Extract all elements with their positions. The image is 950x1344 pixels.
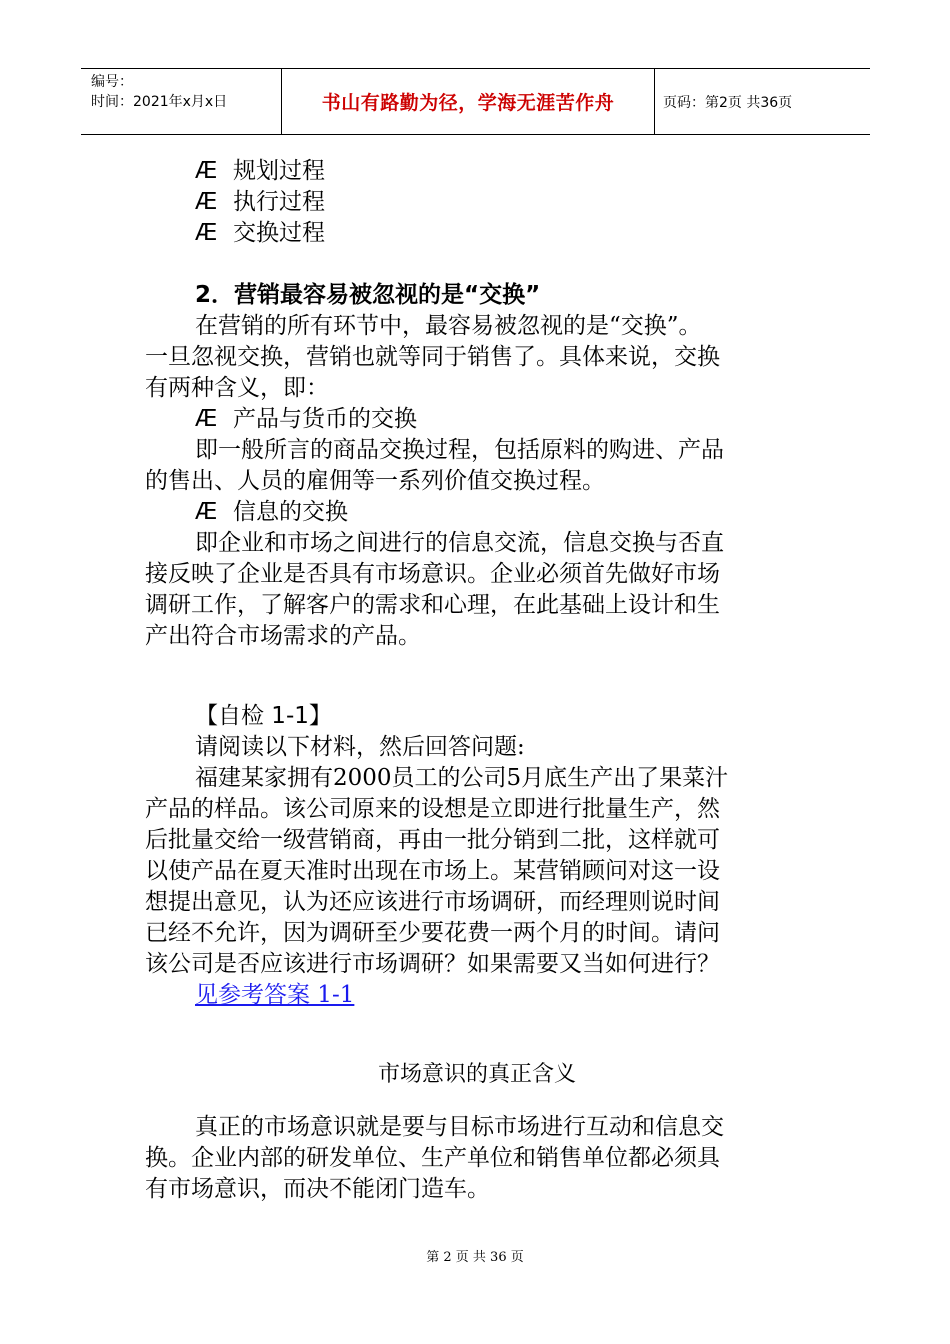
paragraph-line: 即企业和市场之间进行的信息交流，信息交换与否直 [195,530,724,556]
self-check-title: 【自检 1-1】 [195,703,332,729]
bullet-item-information [145,497,809,528]
bullet-text: 交换过程 [233,220,325,246]
answer-link-row [145,980,809,1011]
bullet-text: 规划过程 [233,158,325,184]
header-number-label: 编号： [91,74,133,90]
bullet-item-exchange [145,218,809,249]
bullet-symbol: Æ [195,189,218,215]
header-page-info: 页码：第2页 共36页 [663,94,793,111]
story-line: 后批量交给一级营销商，再由一批分销到二批，这样就可 [145,827,720,853]
bullet-text: 产品与货币的交换 [233,406,417,432]
story-line: 产品的样品。该公司原来的设想是立即进行批量生产，然 [145,796,720,822]
paragraph-line: 调研工作，了解客户的需求和心理，在此基础上设计和生 [145,592,720,618]
paragraph-line: 产出符合市场需求的产品。 [145,623,421,649]
spacer [145,652,809,683]
bullet-item-planning [145,156,809,187]
paragraph-line: 换。企业内部的研发单位、生产单位和销售单位都必须具 [145,1145,720,1171]
bullet-item-execution [145,187,809,218]
paragraph-line: 有两种含义，即： [145,375,329,401]
bullet-symbol: Æ [195,220,218,246]
bullet-symbol: Æ [195,499,218,525]
paragraph-line: 有市场意识，而决不能闭门造车。 [145,1176,490,1202]
header-meta-cell [81,69,282,134]
section-3-title: 市场意识的真正含义 [377,1062,576,1087]
bullet-symbol: Æ [195,158,218,184]
spacer [145,1090,809,1112]
bullet-text: 信息的交换 [233,499,348,525]
bullet-item-product-money [145,404,809,435]
section-2-heading: 2．营销最容易被忽视的是“交换” [195,282,541,308]
answer-link[interactable]: 见参考答案 1-1 [195,982,355,1008]
paragraph-line: 即一般所言的商品交换过程，包括原料的购进、产品 [195,437,724,463]
paragraph-line: 真正的市场意识就是要与目标市场进行互动和信息交 [195,1114,724,1140]
header-motto: 书山有路勤为径，学海无涯苦作舟 [282,69,655,134]
story-line: 已经不允许，因为调研至少要花费一两个月的时间。请问 [145,920,720,946]
paragraph-line: 的售出、人员的雇佣等一系列价值交换过程。 [145,468,605,494]
paragraph-line: 在营销的所有环节中，最容易被忽视的是“交换”。 [195,313,702,339]
page-footer: 第 2 页 共 36 页 [426,1250,524,1265]
story-line: 想提出意见，认为还应该进行市场调研，而经理则说时间 [145,889,720,915]
bullet-text: 执行过程 [233,189,325,215]
bullet-symbol: Æ [195,406,218,432]
spacer [145,683,809,701]
spacer [145,249,809,280]
spacer [145,1011,809,1059]
self-check-prompt: 请阅读以下材料，然后回答问题: [195,734,525,760]
story-line: 该公司是否应该进行市场调研？如果需要又当如何进行？ [145,951,720,977]
page-header [81,68,870,135]
document-body [145,156,809,1205]
paragraph-line: 一旦忽视交换，营销也就等同于销售了。具体来说，交换 [145,344,720,370]
paragraph-line: 接反映了企业是否具有市场意识。企业必须首先做好市场 [145,561,720,587]
header-time-label: 时间：2021年x月x日 [91,94,228,110]
story-line: 以使产品在夏天准时出现在市场上。某营销顾问对这一设 [145,858,720,884]
story-line: 福建某家拥有2000员工的公司5月底生产出了果菜汁 [195,765,729,791]
